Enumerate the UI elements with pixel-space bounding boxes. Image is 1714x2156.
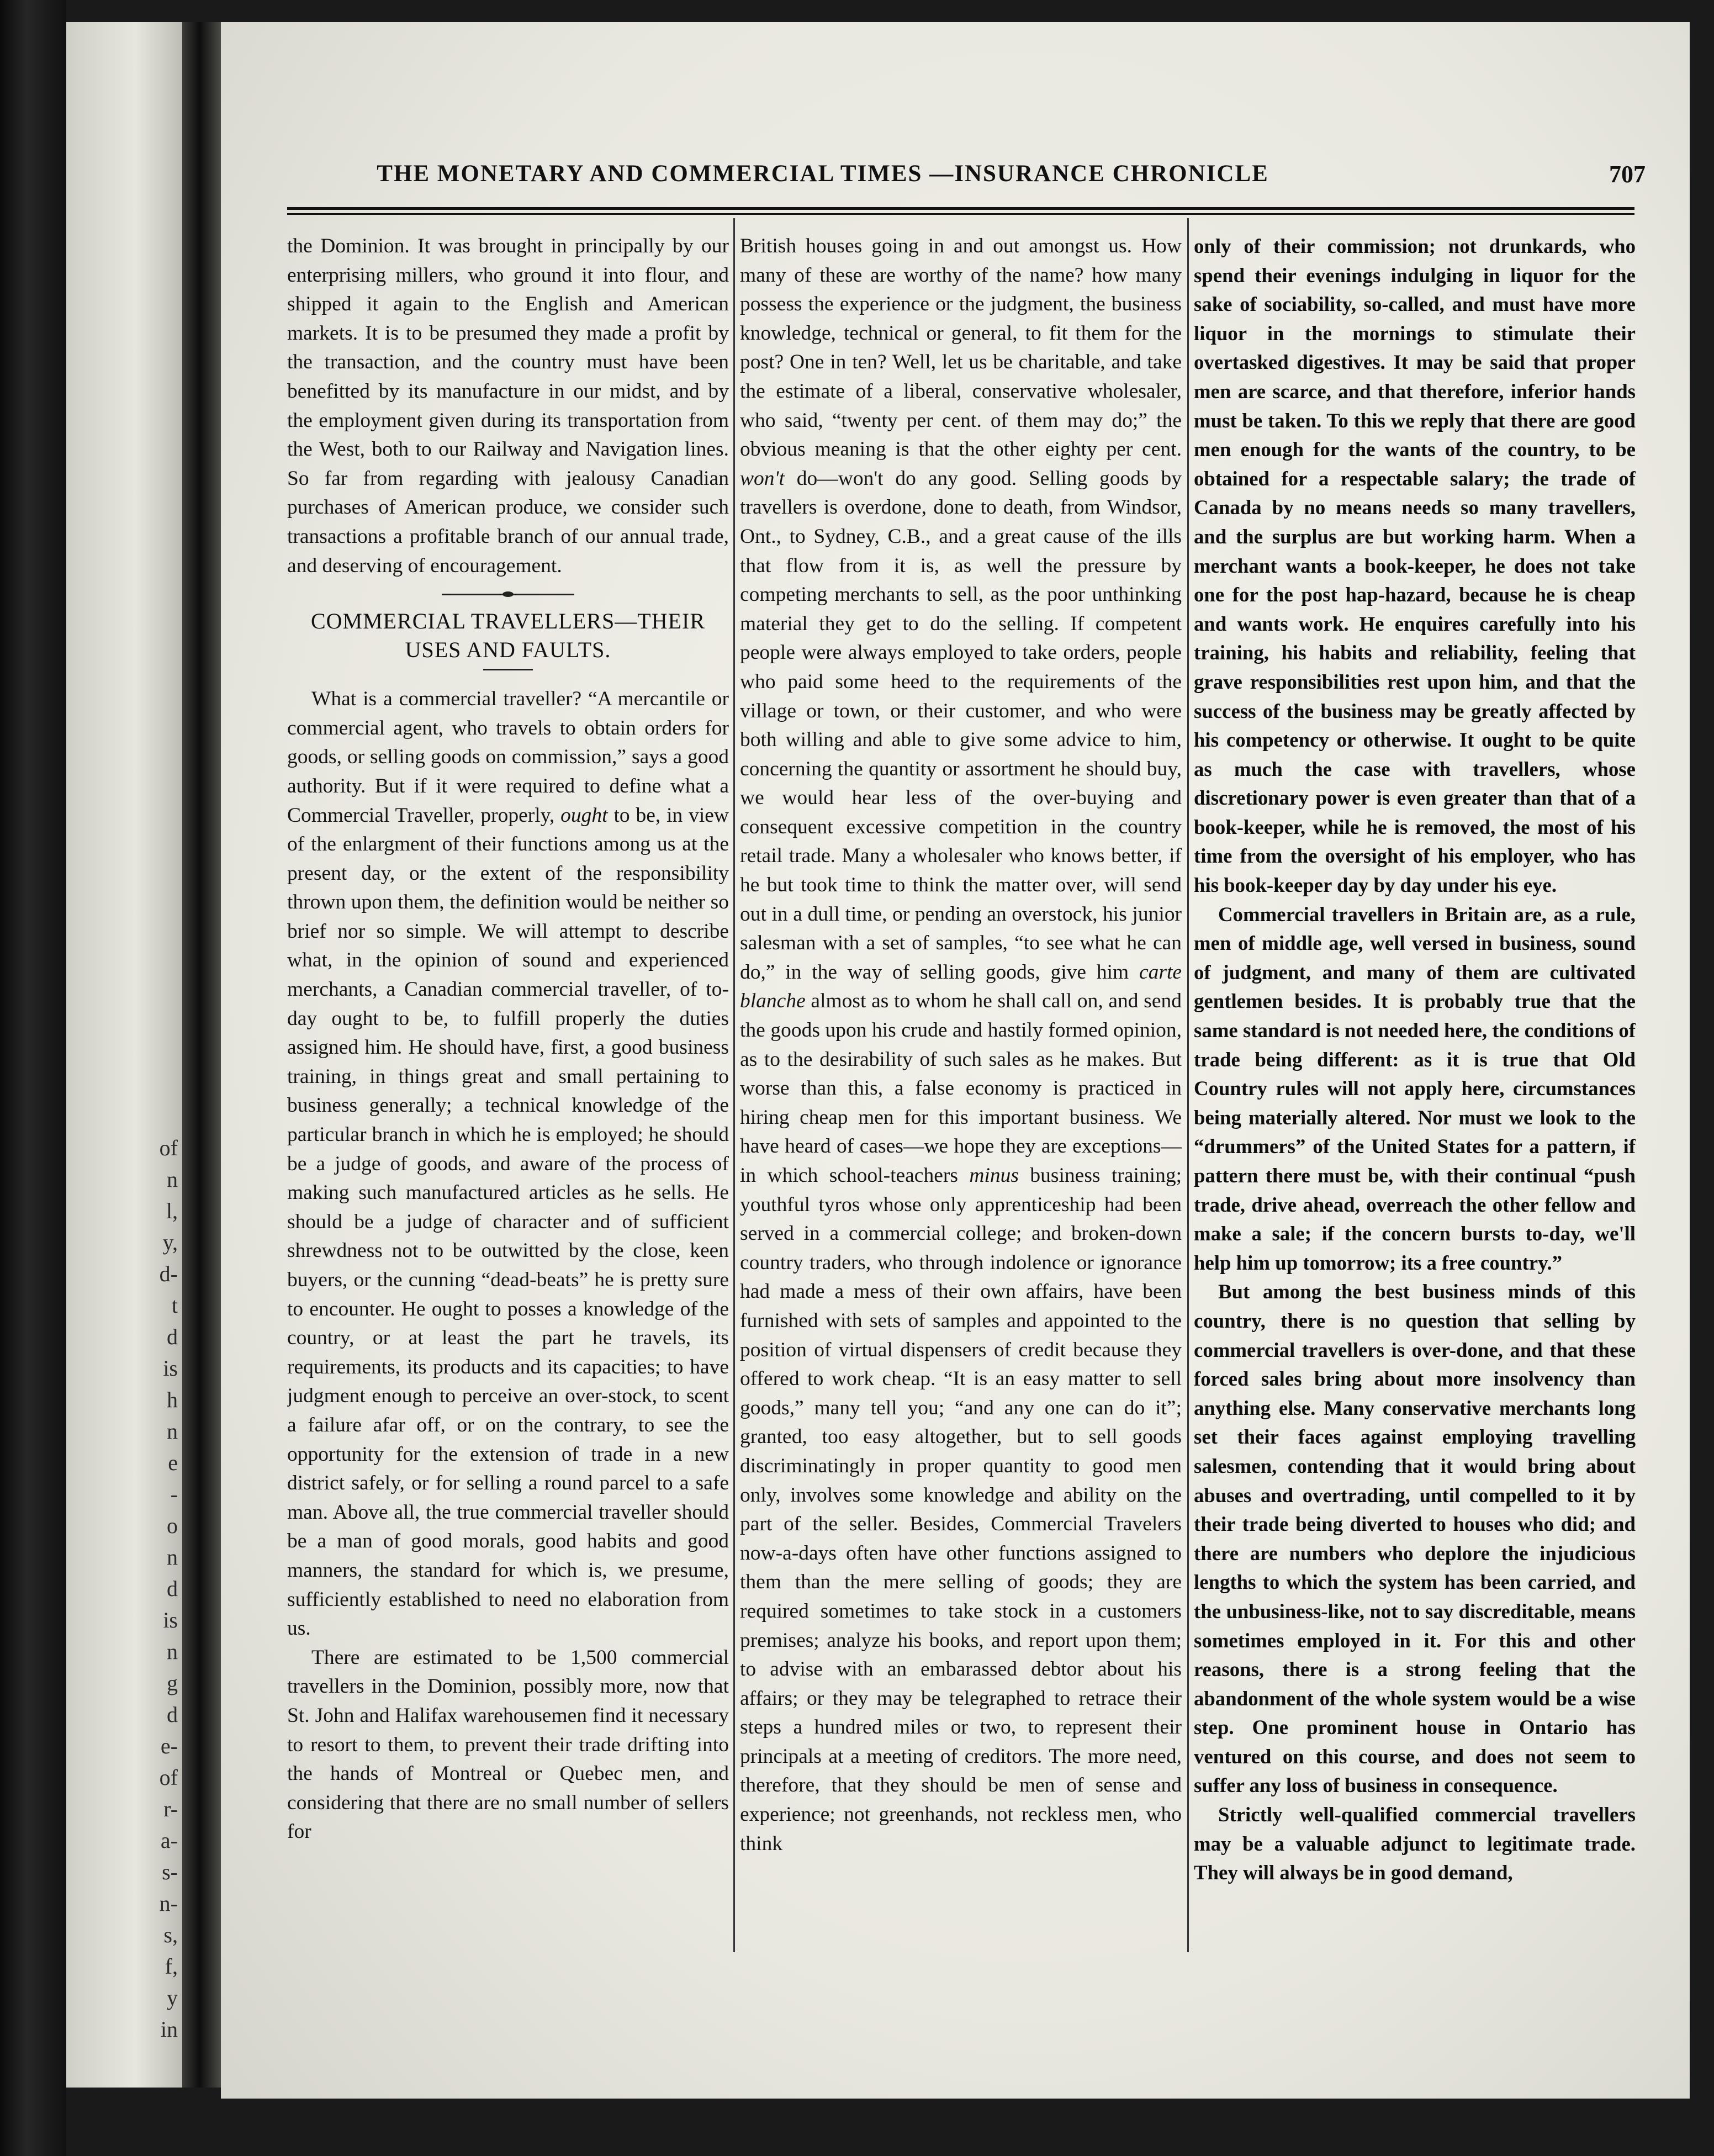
facing-page-fragment: o	[167, 1513, 178, 1538]
facing-page-fragment: n-	[159, 1891, 178, 1916]
paragraph: British houses going in and out amongst us. How many of these are worthy of the name? how many possess the experience or the judgment, the business knowledge, technical or general, to fit them for the post? One in ten? Well, let us be charitable, and take the estimate of a liberal, conservative wholesaler, who said, “twenty per cent. of them may do;” the obvious meaning is that the other eighty per cent. won't do—won't do any good. Selling goods by travellers is overdone, done to death, from Windsor, Ont., to Sydney, C.B., and a great cause of the ills that flow from it is, as well the pressure by competing merchants to sell, as the poor unthinking material they get to do the selling. If competent people were always employed to take orders, people who paid some heed to the requirements of the village or town, or their customer, and who were both willing and able to give some advice to him, concerning the quantity or assortment he should buy, we would hear less of the over-buying and consequent excessive competition in the country retail trade. Many a wholesaler who knows better, if he but took time to think the matter over, will send out in a dull time, or pending an overstock, his junior salesman with a set of samples, “to see what he can do,” in the way of selling goods, give him carte blanche almost as to whom he shall call on, and send the goods upon his crude and hastily formed opinion, as to the desirability of such sales as he makes. But worse than this, a false economy is practiced in hiring cheap men for this important business. We have heard of cases—we hope they are exceptions—in which school-teachers minus business training; youthful tyros whose only apprenticeship had been served in a commercial college; and broken-down country traders, who through indolence or ignorance had made a mess of their own affairs, have been furnished with sets of samples and appointed to the position of virtual dispensers of credit because they offered to work cheap. “It is an easy matter to sell goods,” many tell you; “and any one can do it”; granted, too easy altogether, but to sell goods discriminatingly in proper quantity to good men only, involves some knowledge and ability on the part of the seller. Besides, Commercial Travelers now-a-days often have other functions assigned to them than the mere selling of goods; they are required sometimes to take stock in a customers premises; analyze his books, and report upon them; to advise with an embarassed debtor about his affairs; or they may be telegraphed to retrace their steps a hundred miles or two, to represent their principals at a meeting of creditors. The more need, therefore, that they should be men of sense and experience; not greenhands, not reckless men, who think	[740, 235, 1182, 1855]
paragraph: What is a commercial traveller? “A mercantile or commercial agent, who travels to obtain orders for goods, or selling goods on commission,” says a good authority. But if it were required to define what a Commercial Traveller, properly, ought to be, in view of the enlargment of their functions among us at the present day, or the extent of the responsibility thrown upon them, the definition would be neither so brief nor so simple. We will attempt to describe what, in the opinion of sound and experienced merchants, a Canadian commercial traveller, of to-day ought to be, to fulfill properly the duties assigned him. He should have, first, a good business training, in things great and small pertaining to business generally; a technical knowledge of the particular branch in which he is employed; he should be a judge of goods, and aware of the process of making such manufactured articles as he sells. He should be a judge of character and of sufficient shrewdness not to be outwitted by the close, keen buyers, or the cunning “dead-beats” he is pretty sure to encounter. He ought to posses a knowledge of the country, or at least the part he travels, its requirements, its products and its capacities; to have judgment enough to perceive an over-stock, to scent a failure afar off, or on the contrary, to see the opportunity for the extension of trade in a new district safely, or for selling a round parcel to a safe man. Above all, the true commercial traveller should be a man of good morals, good habits and good manners, the standard for which is, we presume, sufficiently established to need no elaboration from us.	[287, 688, 729, 1640]
scan-edge-left	[0, 0, 66, 2156]
facing-page-strip	[66, 22, 182, 2088]
column-rule-1	[733, 218, 735, 1952]
facing-page-fragment: y	[167, 1985, 178, 2010]
facing-page-fragment: of	[159, 1135, 178, 1160]
facing-page-fragment: e-	[160, 1734, 178, 1758]
title-rule	[483, 669, 533, 670]
facing-page-fragment: r-	[163, 1796, 178, 1821]
italic-word: won't	[740, 467, 785, 490]
facing-page-fragment: s,	[163, 1922, 178, 1947]
paragraph: only of their commission; not drunkards, who spend their evenings indulging in liquor for the sake of sociability, so-called, and must have more liquor in the mornings to stimulate their overtasked digestives. It may be said that proper men are scarce, and that therefore, inferior hands must be taken. To this we reply that there are good men enough for the wants of the country, to be obtained for a respectable salary; the trade of Canada by no means needs so many travellers, and the surplus are but working harm. When a merchant wants a book-keeper, he does not take one for the post hap-hazard, because he is cheap and wants work. He enquires carefully into his training, his habits and reliability, feeling that grave responsibilities rest upon him, and that the success of the business may be greatly affected by his competency or otherwise. It ought to be quite as much the case with travellers, whose discretionary power is even greater than that of a book-keeper, while he is removed, the most of his time from the oversight of his employer, who has his book-keeper day by day under his eye.	[1194, 235, 1636, 897]
facing-page-fragment: f,	[165, 1954, 178, 1979]
facing-page-fragment: s-	[162, 1859, 178, 1884]
facing-page-fragment: d	[167, 1576, 178, 1601]
column-1	[287, 232, 729, 1949]
italic-phrase: carte blanche	[740, 960, 1182, 1013]
facing-page-fragment: g	[167, 1671, 178, 1695]
facing-page-fragment: is	[163, 1608, 178, 1632]
facing-page-fragment: t	[171, 1293, 178, 1318]
paragraph: Commercial travellers in Britain are, as a rule, men of middle age, well versed in business, sound of judgment, and many of them are cultivated gentlemen besides. It is probably true that the same standard is not needed here, the conditions of trade being different: as it is true that Old Country rules will not apply here, circumstances being materially altered. Nor must we look to the “drummers” of the United States for a pattern, if pattern there must be, with their continual “push trade, drive ahead, overreach the other fellow and make a sale; if the concern bursts to-day, we'll help him up tomorrow; its a free country.”	[1194, 902, 1636, 1274]
section-ornament	[442, 591, 574, 597]
italic-word: ought	[560, 804, 608, 827]
facing-page-fragment: n	[167, 1167, 178, 1192]
column-2	[740, 232, 1182, 1949]
facing-page-fragment: of	[159, 1765, 178, 1790]
header-rule-thin	[287, 213, 1634, 215]
facing-page-fragment: l,	[166, 1198, 178, 1223]
column-rule-2	[1187, 218, 1189, 1952]
page-number: 707	[1609, 161, 1646, 188]
facing-page-bleed	[95, 309, 108, 1138]
facing-page-text-fragments	[139, 1132, 178, 2045]
paragraph: But among the best business minds of this country, there is no question that selling by commercial travellers is over-done, and that these forced sales bring about more insolvency than anything else. Many conservative merchants long set their faces against employing travelling salesmen, contending that it would bring about abuses and overtrading, until compelled to it by their trade being diverted to houses who did; and there are numbers who deplore the injudicious lengths to which the system has been carried, and the unbusiness-like, not to say discreditable, means sometimes employed in it. For this and other reasons, there is a strong feeling that the abandonment of the whole system would be a wise step. One prominent house in Ontario has ventured on this course, and does not seem to suffer any loss of business in consequence.	[1194, 1280, 1636, 1797]
facing-page-fragment: e	[168, 1450, 178, 1475]
column-3	[1194, 232, 1636, 1949]
running-title: THE MONETARY AND COMMERCIAL TIMES —INSURANCE CHRONICLE	[377, 161, 1269, 187]
facing-page-fragment: n	[167, 1545, 178, 1570]
paragraph: Strictly well-qualified commercial travellers may be a valuable adjunct to legitimate trade. They will always be in good demand,	[1194, 1803, 1636, 1884]
facing-page-fragment: a-	[160, 1828, 178, 1853]
facing-page-fragment: n	[167, 1639, 178, 1664]
facing-page-fragment: h	[167, 1387, 178, 1412]
paragraph: There are estimated to be 1,500 commercial travellers in the Dominion, possibly more, now that St. John and Halifax warehousemen find it necessary to resort to them, to prevent their trade drifting into the hands of Montreal or Quebec men, and considering that there are no small number of sellers for	[287, 1646, 729, 1843]
facing-page-fragment: d	[167, 1702, 178, 1727]
book-gutter	[182, 22, 221, 2088]
article-title: COMMERCIAL TRAVELLERS—THEIR USES AND FAULTS.	[310, 609, 706, 663]
facing-page-fragment: y,	[162, 1230, 178, 1255]
paragraph: the Dominion. It was brought in principally by our enterprising millers, who ground it into flour, and shipped it again to the English and American markets. It is to be presumed they made a profit by the transaction, and the country must have been benefitted by its manufacture in our midst, and by the employment given during its transportation from the West, both to our Railway and Navigation lines. So far from regarding with jealousy Canadian purchases of American produce, we consider such transactions a profitable branch of our annual trade, and deserving of encouragement.	[287, 235, 729, 577]
facing-page-fragment: in	[160, 2017, 178, 2042]
italic-word: minus	[969, 1164, 1019, 1187]
facing-page-fragment: n	[167, 1419, 178, 1444]
facing-page-fragment: is	[163, 1356, 178, 1381]
facing-page-fragment: -	[170, 1482, 178, 1507]
facing-page-fragment: d-	[159, 1261, 178, 1286]
header-rule	[287, 207, 1634, 210]
facing-page-fragment: d	[167, 1324, 178, 1349]
